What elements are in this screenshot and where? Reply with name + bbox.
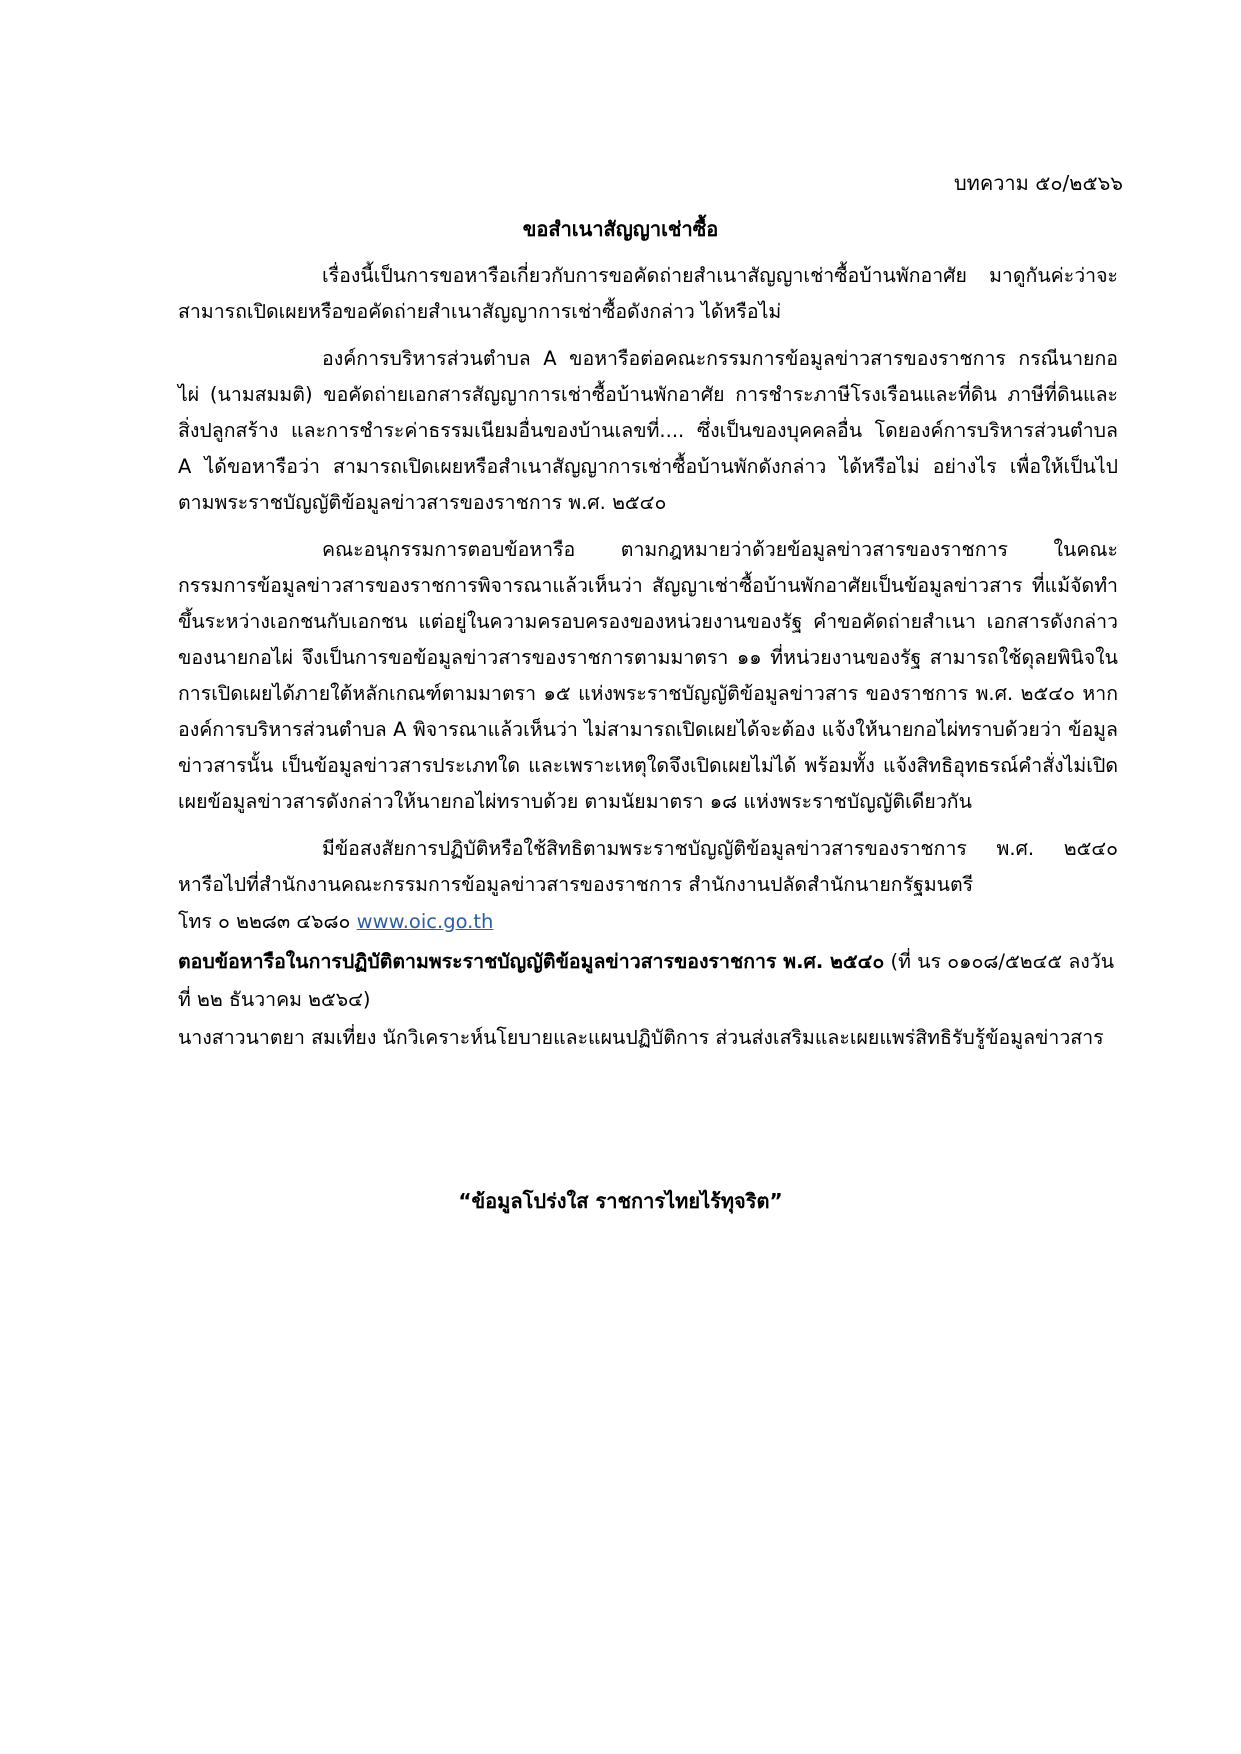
paragraph-intro: เรื่องนี้เป็นการขอหารือเกี่ยวกับการขอคัดถ่ายสำเนาสัญญาเช่าซื้อบ้านพักอาศัย มาดูกันค่ะว่าจะสามารถเปิดเผยหรือขอคัดถ่ายสำเนาสัญญาการเช่าซื้อดังกล่าว ได้หรือไม่ xyxy=(178,264,1118,323)
paragraph-inquiry: องค์การบริหารส่วนตำบล A ขอหารือต่อคณะกรรมการข้อมูลข่าวสารของราชการ กรณีนายกอไผ่ (นามสมมติ) ขอคัดถ่ายเอกสารสัญญาการเช่าซื้อบ้านพักอาศัย การชำระภาษีโรงเรือนและที่ดิน ภาษีที่ดินและสิ่งปลูกสร้าง และการชำระค่าธรรมเนียมอื่นของบ้านเลขที่.... ซึ่งเป็นของบุคคลอื่น โดยองค์การบริหารส่วนตำบล A ได้ขอหารือว่า สามารถเปิดเผยหรือสำเนาสัญญาการเช่าซื้อบ้านพักดังกล่าว ได้หรือไม่ อย่างไร เพื่อให้เป็นไปตามพระราชบัญญัติข้อมูลข่าวสารของราชการ พ.ศ. ๒๕๔๐ xyxy=(178,347,1118,514)
contact-phone: โทร ๐ ๒๒๘๓ ๔๖๘๐ xyxy=(178,910,351,933)
slogan: “ข้อมูลโปร่งใส ราชการไทยไร้ทุจริต” xyxy=(458,1189,783,1213)
contact-line xyxy=(178,903,1118,941)
answer-reference xyxy=(178,943,1118,1019)
oic-website-link[interactable]: www.oic.go.th xyxy=(356,910,494,933)
author-credit: นางสาวนาตยา สมเที่ยง นักวิเคราะห์นโยบายและแผนปฏิบัติการ ส่วนส่งเสริมและเผยแพร่สิทธิรับรู้ข้อมูลข่าวสาร xyxy=(178,1026,1104,1049)
document-body xyxy=(178,258,1118,1057)
document-title: ขอสำเนาสัญญาเช่าซื้อ xyxy=(522,217,719,241)
answer-ref-number: (ที่ นร ๐๑๐๘/๕๒๔๕ ลงวันที่ ๒๒ ธันวาคม ๒๕๖๔) xyxy=(178,950,1115,1011)
article-number: บทความ ๕๐/๒๕๖๖ xyxy=(953,171,1123,195)
paragraph-opinion: คณะอนุกรรมการตอบข้อหารือ ตามกฎหมายว่าด้วยข้อมูลข่าวสารของราชการ ในคณะกรรมการข้อมูลข่าวสารของราชการพิจารณาแล้วเห็นว่า สัญญาเช่าซื้อบ้านพักอาศัยเป็นข้อมูลข่าวสาร ที่แม้จัดทำขึ้นระหว่างเอกชนกับเอกชน แต่อยู่ในความครอบครองของหน่วยงานของรัฐ คำขอคัดถ่ายสำเนา เอกสารดังกล่าวของนายกอไผ่ จึงเป็นการขอข้อมูลข่าวสารของราชการตามมาตรา ๑๑ ที่หน่วยงานของรัฐ สามารถใช้ดุลยพินิจในการเปิดเผยได้ภายใต้หลักเกณฑ์ตามมาตรา ๑๕ แห่งพระราชบัญญัติข้อมูลข่าวสาร ของราชการ พ.ศ. ๒๕๔๐ หากองค์การบริหารส่วนตำบล A พิจารณาแล้วเห็นว่า ไม่สามารถเปิดเผยได้จะต้อง แจ้งให้นายกอไผ่ทราบด้วยว่า ข้อมูลข่าวสารนั้น เป็นข้อมูลข่าวสารประเภทใด และเพราะเหตุใดจึงเปิดเผยไม่ได้ พร้อมทั้ง แจ้งสิทธิอุทธรณ์คำสั่งไม่เปิดเผยข้อมูลข่าวสารดังกล่าวให้นายกอไผ่ทราบด้วย ตามนัยมาตรา ๑๘ แห่งพระราชบัญญัติเดียวกัน xyxy=(178,538,1118,813)
answer-heading: ตอบข้อหารือในการปฏิบัติตามพระราชบัญญัติข้อมูลข่าวสารของราชการ พ.ศ. ๒๕๔๐ xyxy=(178,950,885,973)
contact-paragraph: มีข้อสงสัยการปฏิบัติหรือใช้สิทธิตามพระราชบัญญัติข้อมูลข่าวสารของราชการ พ.ศ. ๒๕๔๐ หารือไปที่สำนักงานคณะกรรมการข้อมูลข่าวสารของราชการ สำนักงานปลัดสำนักนายกรัฐมนตรี xyxy=(178,837,1118,896)
